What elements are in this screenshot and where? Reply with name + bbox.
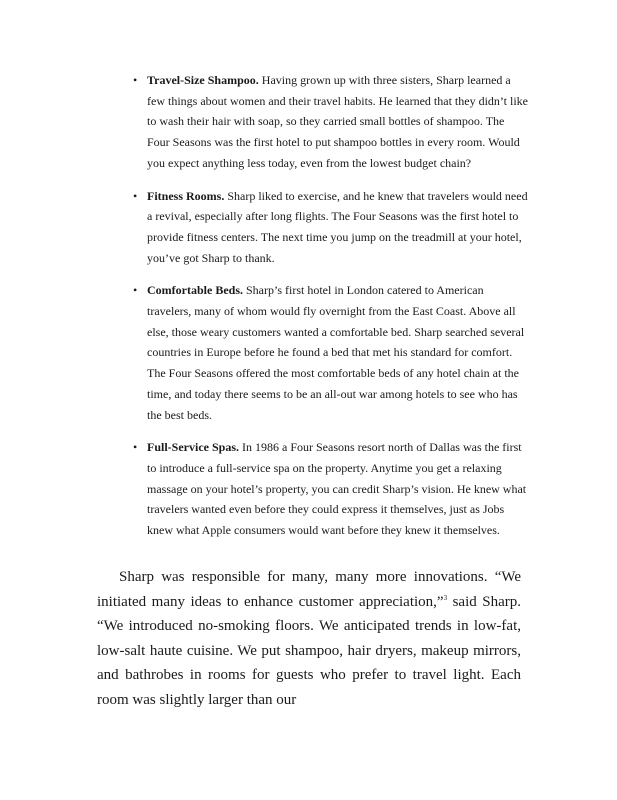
bullet-heading: Travel-Size Shampoo. xyxy=(147,73,259,87)
paragraph-text-after-note: said Sharp. “We introduced no-smoking floors. We anticipated trends in low-fat, low-salt haute cuisine. We put shampoo, hair dryers, makeup mirrors, and bathrobes in rooms for guests who prefer to travel light. Each room was slightly larger than our xyxy=(97,593,521,708)
bullet-icon: • xyxy=(133,440,138,455)
footnote-marker[interactable]: 3 xyxy=(443,593,448,602)
bullet-text: Having grown up with three sisters, Sharp learned a few things about women and their travel habits. He learned that they didn’t like to wash their hair with soap, so they carried small bottles of shampoo. The Four Seasons was the first hotel to put shampoo bottles in every room. Would you expect anything less today, even from the lowest budget chain? xyxy=(147,73,529,170)
bullet-text: In 1986 a Four Seasons resort north of Dallas was the first to introduce a full-service spa on the property. Anytime you get a relaxing massage on your hotel’s property, you can credit Sharp’s vision. He knew what travelers wanted even before they could express it themselves, just as Jobs knew what Apple consumers would want before they knew it themselves. xyxy=(147,440,527,538)
list-item xyxy=(130,280,530,425)
bullet-heading: Fitness Rooms. xyxy=(147,188,225,203)
bullet-icon: • xyxy=(133,283,138,298)
body-paragraph xyxy=(97,565,521,712)
bullet-heading: Full-Service Spas. xyxy=(147,440,239,455)
bullet-icon: • xyxy=(133,73,138,87)
bullet-heading: Comfortable Beds. xyxy=(147,283,243,298)
bullet-text: Sharp liked to exercise, and he knew that travelers would need a revival, especially after long flights. The Four Seasons was the first hotel to provide fitness centers. The next time you jump on the treadmill at your hotel, you’ve got Sharp to thank. xyxy=(147,188,528,265)
bullet-text: Sharp’s first hotel in London catered to American travelers, many of whom would fly overnight from the East Coast. Above all else, those weary customers wanted a comfortable bed. Sharp searched several countries in Europe before he found a bed that met his standard for comfort. The Four Seasons offered the most comfortable beds of any hotel chain at the time, and today there seems to be an all-out war among hotels to see who has the best beds. xyxy=(147,283,525,422)
paragraph-text-before-note: Sharp was responsible for many, many more innovations. “We initiated many ideas to enhance customer appreciation,” xyxy=(97,569,521,610)
list-item xyxy=(130,186,530,269)
bullet-icon: • xyxy=(133,188,138,203)
list-item xyxy=(130,437,530,541)
innovation-bullet-list xyxy=(130,70,530,553)
list-item xyxy=(130,70,530,174)
